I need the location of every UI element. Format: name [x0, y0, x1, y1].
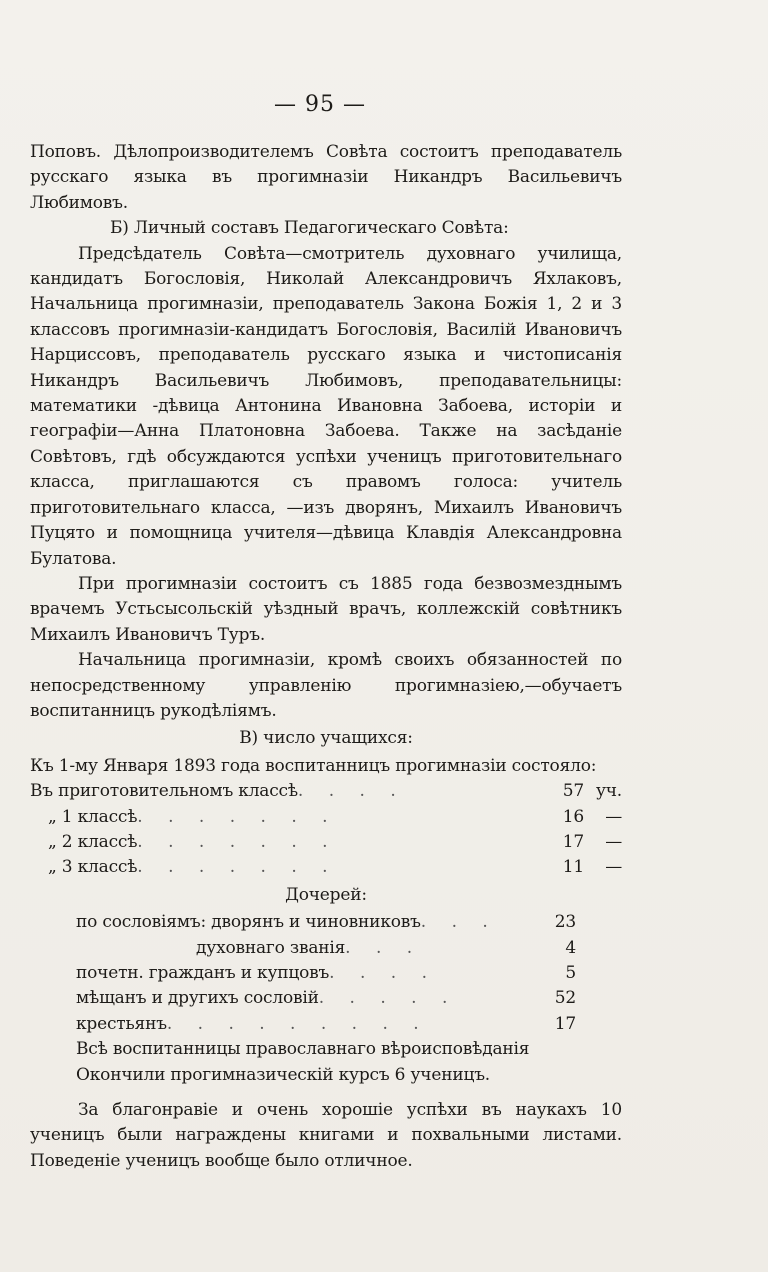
paragraph-secretary: Поповъ. Дѣлопроизводителемъ Совѣта состоитъ преподаватель русскаго языка въ прогимназіи Никандръ Васильевичъ Любимовъ.	[30, 142, 622, 213]
estate-row	[76, 1012, 576, 1037]
estate-count: 52	[554, 988, 576, 1009]
leader-dots: . . . . . . .	[137, 857, 338, 878]
class-unit: —	[605, 857, 622, 878]
class-count: 16	[562, 806, 584, 827]
estate-label: мѣщанъ и другихъ сословій	[76, 988, 319, 1009]
paragraph-headmistress: Начальница прогимназіи, кромѣ своихъ обязанностей по непосредственному управленію прогимназіею,—обучаетъ воспитанницъ рукодѣліямъ.	[30, 650, 622, 721]
class-row	[30, 855, 622, 880]
leader-dots: . . . .	[329, 963, 437, 983]
estate-row	[76, 910, 576, 935]
graduated-note: Окончили прогимназическій курсъ 6 ученицъ.	[76, 1064, 491, 1085]
section-heading-v: В) число учащихся:	[239, 728, 413, 749]
estate-label: по сословіямъ: дворянъ и чиновниковъ	[76, 912, 421, 933]
leader-dots: . . . . . . .	[137, 806, 338, 827]
leader-dots: . . . .	[297, 781, 406, 802]
class-count: 17	[562, 831, 584, 852]
leader-dots: . . .	[420, 912, 498, 933]
estate-count: 23	[554, 912, 576, 933]
class-label: Въ приготовительномъ классѣ	[30, 781, 298, 802]
class-list	[30, 779, 622, 881]
estate-count: 17	[554, 1013, 576, 1034]
estate-row	[76, 936, 576, 961]
class-unit: —	[605, 806, 622, 827]
orthodox-note: Всѣ воспитанницы православнаго вѣроисповѣданія	[76, 1039, 530, 1060]
class-label: „ 3 классѣ	[48, 857, 138, 878]
leader-dots: . . . . .	[318, 988, 458, 1009]
class-count: 57	[562, 781, 584, 802]
class-unit: —	[605, 831, 622, 852]
class-row	[30, 830, 622, 855]
estate-count: 4	[565, 937, 576, 958]
class-label: „ 1 классѣ	[48, 806, 138, 827]
estate-list	[76, 910, 576, 1088]
paragraph-doctor: При прогимназіи состоитъ съ 1885 года безвозмезднымъ врачемъ Устьсысольскій уѣздный врачъ, коллежскій совѣтникъ Михаилъ Ивановичъ Туръ.	[30, 573, 622, 645]
section-heading-b: Б) Личный составъ Педагогическаго Совѣта:	[110, 218, 509, 239]
estate-row	[76, 986, 576, 1011]
leader-dots: . . . . . . . . .	[166, 1013, 429, 1034]
paragraph-council: Предсѣдатель Совѣта—смотритель духовнаго училища, кандидатъ Богословія, Николай Александровичъ Яхлаковъ, Начальница прогимназіи, преподаватель Закона Божія 1, 2 и 3 классовъ прогимназіи-кандидатъ Богословія, Василій Ивановичъ Нарциссовъ, преподаватель русскаго языка и чистописанія Никандръ Васильевичъ Любимовъ, преподавательницы: математики -дѣвица Антонина Ивановна Забоева, исторіи и географіи—Анна Платоновна Забоева. Также на засѣданіе Совѣтовъ, гдѣ обсуждаются успѣхи ученицъ приготовительнаго класса, приглашаются съ правомъ голоса: учитель приготовительнаго класса, —изъ дворянъ, Михаилъ Ивановичъ Пуцято и помощница учителя—дѣвица Клавдія Александровна Булатова.	[30, 243, 622, 569]
paragraph-awards: За благонравіе и очень хорошіе успѣхи въ наукахъ 10 ученицъ были награждены книгами и похвальными листами. Поведеніе ученицъ вообще было отличное.	[30, 1100, 622, 1171]
estate-label: духовнаго званія	[196, 937, 346, 958]
class-label: „ 2 классѣ	[48, 831, 138, 852]
class-count: 11	[562, 857, 584, 878]
class-row	[30, 779, 622, 804]
estate-count: 5	[565, 963, 576, 983]
section-heading-daughters: Дочерей:	[285, 884, 367, 905]
leader-dots: . . . . . . .	[137, 831, 338, 852]
leader-dots: . . .	[345, 937, 423, 958]
estate-row	[76, 961, 576, 986]
estate-label: почетн. гражданъ и купцовъ	[76, 963, 330, 983]
pupil-count-intro: Къ 1-му Января 1893 года воспитанницъ прогимназіи состояло:	[30, 755, 597, 776]
class-row	[30, 805, 622, 830]
estate-label: крестьянъ	[76, 1013, 167, 1034]
page-number: — 95 —	[274, 92, 366, 117]
body-text	[30, 140, 622, 1174]
class-unit: уч.	[595, 781, 622, 802]
